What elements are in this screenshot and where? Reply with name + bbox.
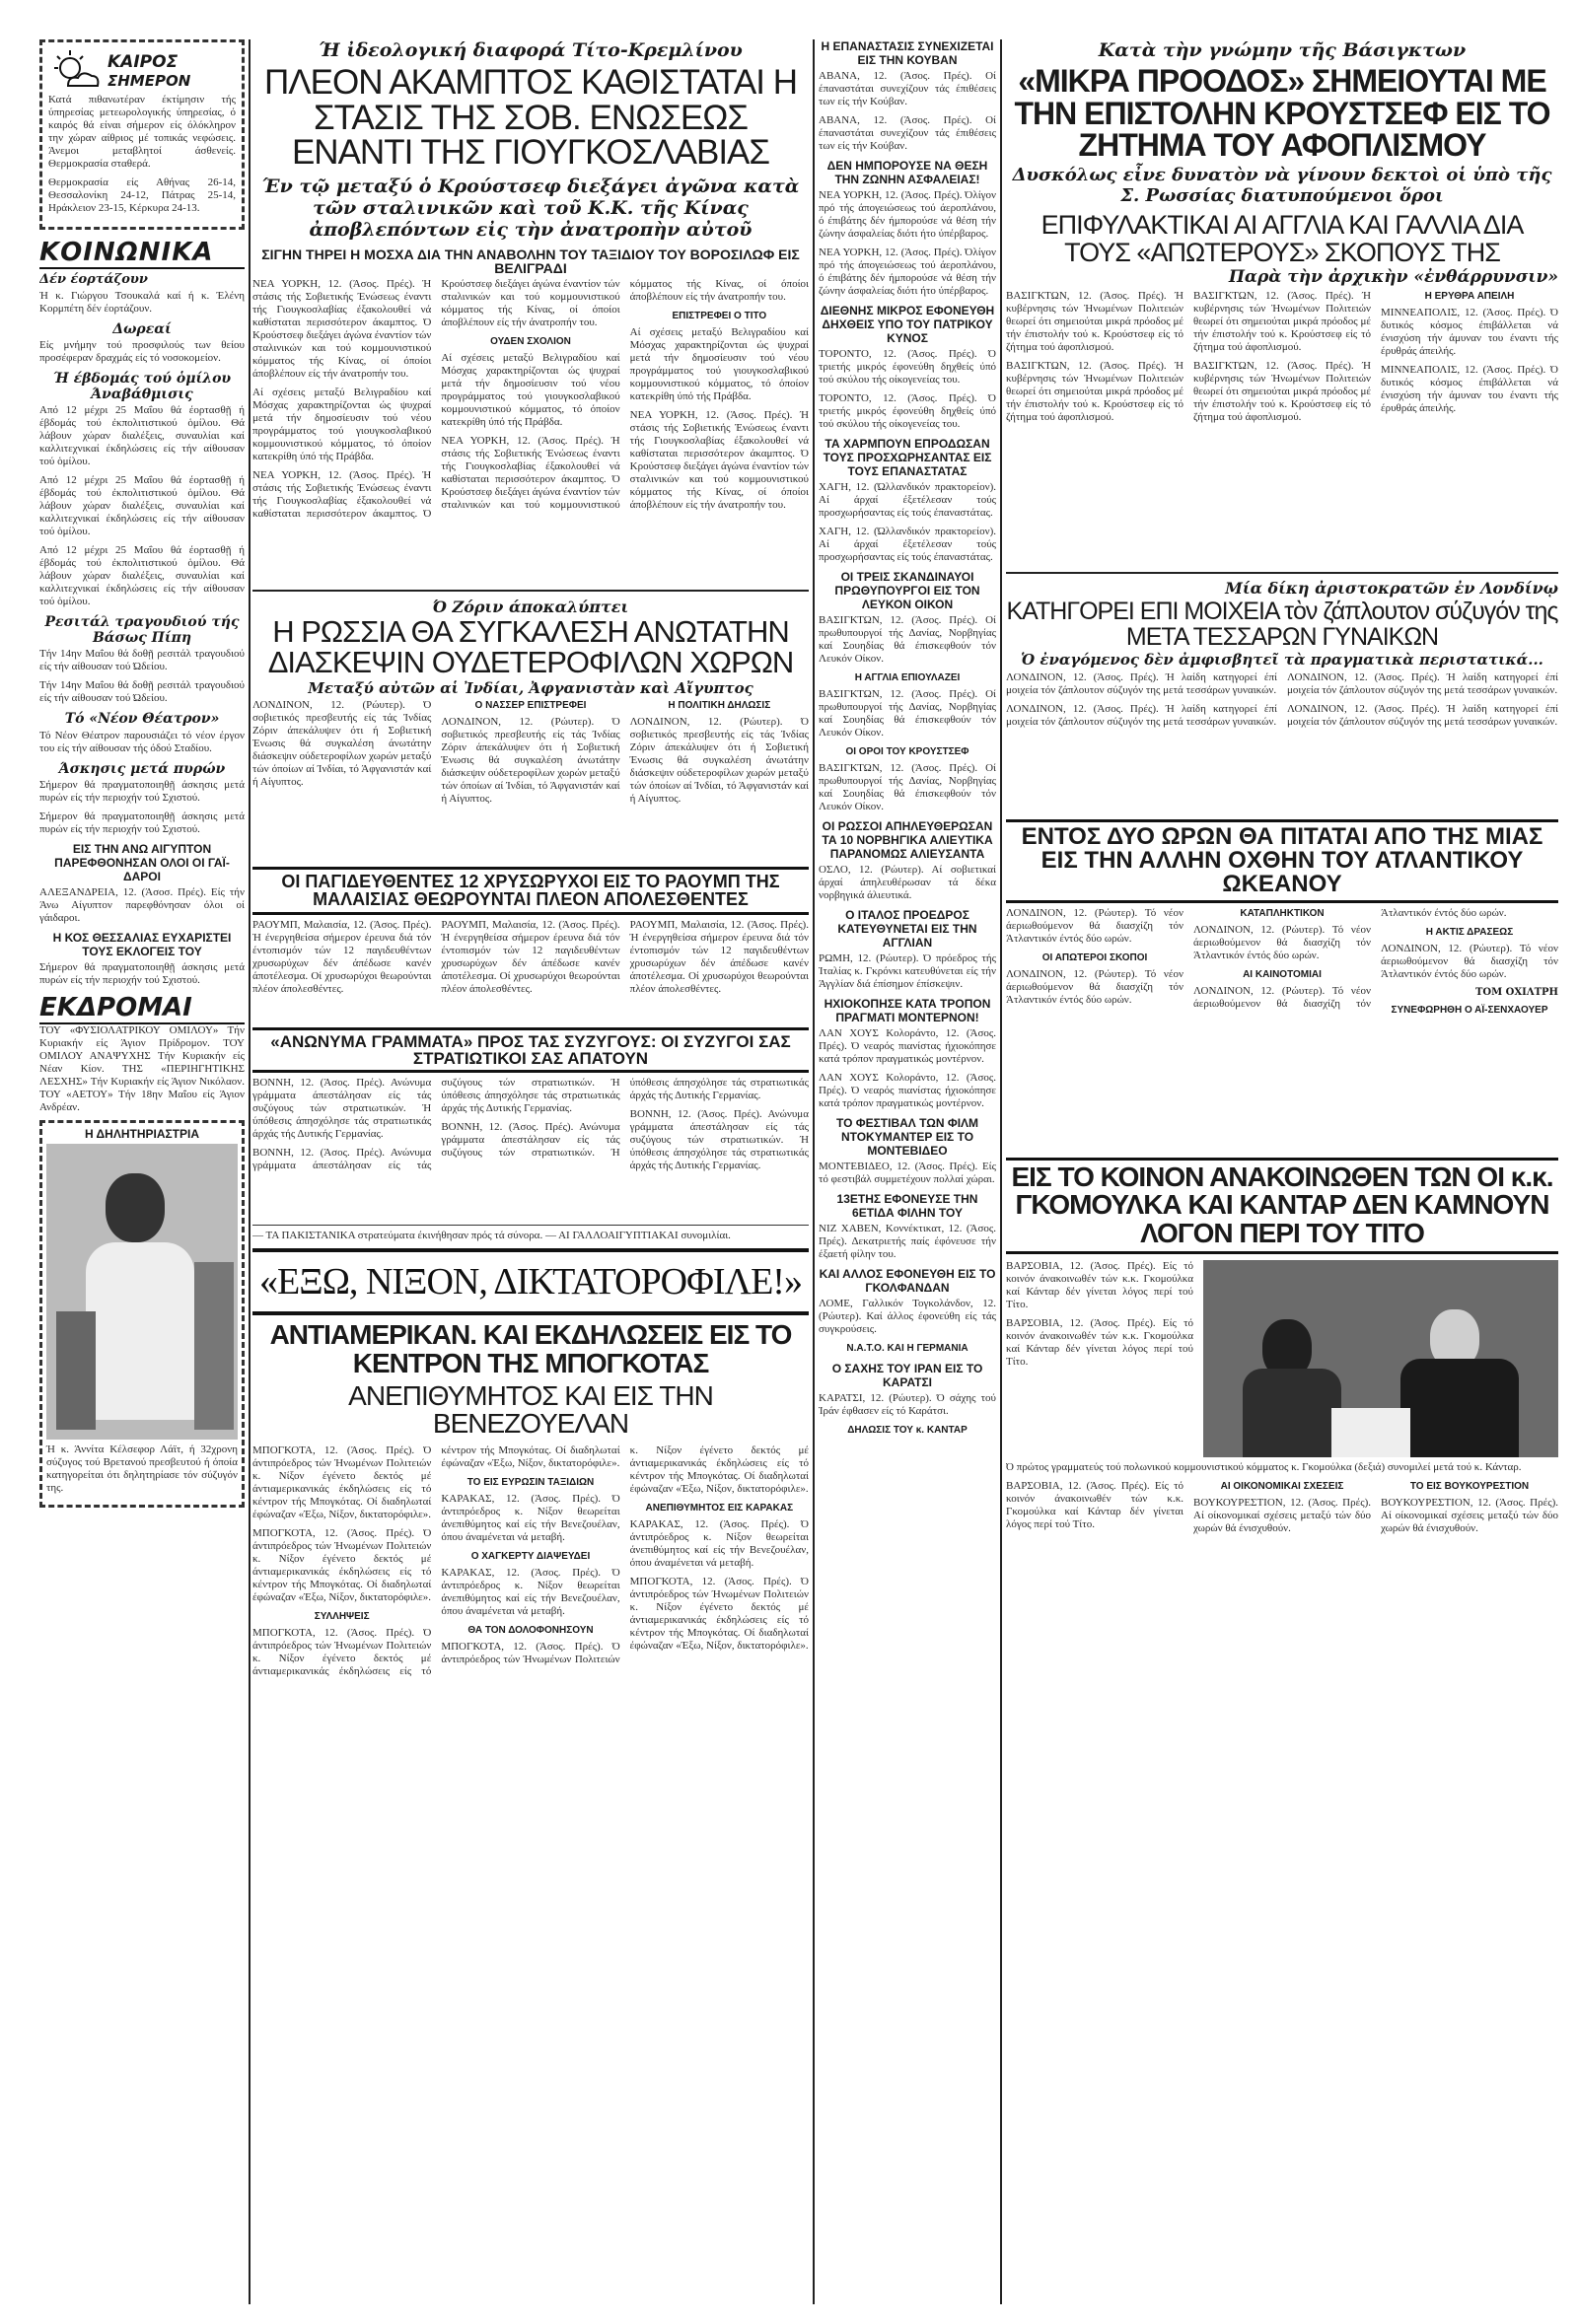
- disarm-body-1: ΒΑΣΙΓΚΤΩΝ, 12. (Άσος. Πρές). Ή κυβέρνησις τών Ήνωμένων Πολιτειών θεωρεί ότι σημειούται μικρά πρόοδος μέ τήν έπιστολήν τού κ. Κρούστσεφ είς τό ζήτημα τού άφοπλισμού.: [1006, 289, 1184, 353]
- column-rule-3: [1000, 39, 1002, 2304]
- zorin-body-3: ΛΟΝΔΙΝΟΝ, 12. (Ρώυτερ). Ό σοβιετικός πρεσβευτής είς τάς Ίνδίας Ζόριν άπεκάλυψεν ότι ή Σοβιετική Ένωσις θά συγκαλέση άνωτάτην διάσκεψιν ούδετεροφίλων χωρών μεταξύ τών όποίων αί Ίνδίαι, τό Άφγανιστάν καί ή Αίγυπτος.: [629, 716, 809, 806]
- disarm-body-5: ΜΙΝΝΕΑΠΟΛΙΣ, 12. (Άσος. Πρές). Ό δυτικός κόσμος έπιβάλλεται νά ένισχύση τήν άμυναν του έναντι τής έρυθράς άπειλής.: [1381, 306, 1558, 357]
- trial-body-4: ΛΟΝΔΙΝΟΝ, 12. (Άσος. Πρές). Ή λαίδη κατηγορεί έπί μοιχεία τόν ζάπλουτον σύζυγόν της μετά τεσσάρων γυναικών.: [1287, 702, 1558, 728]
- column-rule-1: [249, 39, 251, 2304]
- gomulka-photo-caption: Ό πρώτος γραμματεύς τού πολωνικού κομμουνιστικού κόμματος κ. Γκομούλκα (δεξιά) συνομιλεί μετά τού κ. Κάνταρ.: [1006, 1460, 1522, 1473]
- venezuela-headline: ΑΝΕΠΙΘΥΜΗΤΟΣ ΚΑΙ ΕΙΣ ΤΗΝ ΒΕΝΕΖΟΥΕΛΑΝ: [348, 1379, 713, 1440]
- theater-text: Τό Νέον Θέατρον παρουσιάζει τό νέον έργον του είς τήν αίθουσαν τής όδού Σταδίου.: [39, 729, 245, 754]
- caracas-label: ΑΝΕΠΙΘΥΜΗΤΟΣ ΕΙΣ ΚΑΡΑΚΑΣ: [645, 1502, 794, 1514]
- harboun-headline: ΤΑ ΧΑΡΜΠΟΥΝ ΕΠΡΟΔΩΣΑΝ ΤΟΥΣ ΠΡΟΣΧΩΡΗΣΑΝΤΑΣ ΕΙΣ ΤΟΥΣ ΕΠΑΝΑΣΤΑΤΑΣ: [823, 437, 992, 478]
- miners-body: [252, 919, 809, 1027]
- search-label: ΤΟ ΕΙΣ ΕΥΡΩΣΙΝ ΤΑΞΙΔΙΩΝ: [466, 1476, 595, 1488]
- recital-title: Ρεσιτάλ τραγουδιού τής Βάσως Πίπη: [44, 614, 240, 647]
- gomulka-area: [1006, 1260, 1558, 1457]
- kantar-label: ΔΗΛΩΣΙΣ ΤΟΥ κ. ΚΑΝΤΑΡ: [847, 1425, 968, 1436]
- nixon-body-4: ΚΑΡΑΚΑΣ, 12. (Άσος. Πρές). Ό άντιπρόεδρος κ. Νίξον θεωρείται άνεπιθύμητος καί είς τήν Βενεζουέλαν, όπου άναμένεται νά μεταβή.: [441, 1492, 620, 1543]
- zorin-headline: Η ΡΩΣΣΙΑ ΘΑ ΣΥΓΚΑΛΕΣΗ ΑΝΩΤΑΤΗΝ ΔΙΑΣΚΕΨΙΝ ΟΥΔΕΤΕΡΟΦΙΛΩΝ ΧΩΡΩΝ: [267, 613, 794, 680]
- trial-kicker: Μία δίκη ἀριστοκρατῶν ἐν Λονδίνῳ: [1225, 578, 1558, 598]
- cuba-body: ΑΒΑΝΑ, 12. (Άσος. Πρές). Οί έπαναστάται συνεχίζουν τάς έπιθέσεις των είς τήν Κούβαν.: [819, 70, 996, 107]
- zorin-body: [252, 699, 809, 867]
- scandinavian-body-2: ΒΑΣΙΓΚΤΩΝ, 12. (Άσος. Πρές). Οί πρωθυπουργοί τής Δανίας, Νορβηγίας καί Σουηδίας θά έπισκεφθούν τόν Λευκόν Οίκον.: [819, 688, 996, 739]
- no-comment-label: ΟΥΔΕΝ ΣΧΟΛΙΟΝ: [490, 335, 571, 347]
- column-left: [39, 39, 245, 2304]
- disarm-kicker-2: Παρὰ τὴν ἀρχικὴν «ἐνθάρρυνσιν»: [1228, 267, 1558, 288]
- gomulka-body-2: ΒΑΡΣΟΒΙΑ, 12. (Άσος. Πρές). Είς τό κοινόν άνακοινωθέν τών κ.κ. Γκομούλκα καί Κάνταρ δέν γίνεται λόγος περί τού Τίτο.: [1006, 1316, 1193, 1368]
- bucharest-label: ΤΟ ΕΙΣ ΒΟΥΚΟΥΡΕΣΤΙΟΝ: [1409, 1480, 1530, 1492]
- thess-text: Σήμερον θά πραγματοποιηθῇ άσκησις μετά πυρών είς τήν περιοχήν τού Σχιστού.: [39, 960, 245, 986]
- theater-title: Τό «Νέον Θέατρον»: [64, 711, 220, 728]
- nixon-body-3: ΜΠΟΓΚΟΤΑ, 12. (Άσος. Πρές). Ό άντιπρόεδρος τών Ήνωμένων Πολιτειών κ. Νίξον έγένετο δεκτός μέ άντιαμερικανικάς έκδηλώσεις είς τό κέντρον τής Μπογκότας. Οί διαδηλωταί έφώναζαν «Έξω, Νίξον, δικτατορόφιλε».: [252, 1444, 620, 1677]
- innovations-label: ΑΙ ΚΑΙΝΟΤΟΜΙΑΙ: [1243, 968, 1322, 980]
- weather-box: [39, 39, 245, 230]
- norway-body: ΟΣΛΟ, 12. (Ρώυτερ). Αί σοβιετικαί άρχαί άπηλευθέρωσαν τά δέκα νορβηγικά άλιευτικά.: [819, 864, 996, 901]
- yugo-body-2: Αί σχέσεις μεταξύ Βελιγραδίου καί Μόσχας χαρακτηρίζονται ώς ψυχραί μετά τήν δημοσίευσιν τού νέου προγράμματος τού γιουγκοσλαβικού κομμουνιστικού κόμματος, τό όποίον κατεκρίθη ύπό τής Πράβδα.: [252, 386, 432, 462]
- atlantic-body-2: ΛΟΝΔΙΝΟΝ, 12. (Ρώυτερ). Τό νέον άεριωθούμενον θά διασχίζη τόν Άτλαντικόν έντός δύο ωρών.: [1006, 967, 1184, 1006]
- miners-headline: ΟΙ ΠΑΓΙΔΕΥΘΕΝΤΕΣ 12 ΧΡΥΣΩΡΥΧΟΙ ΕΙΣ ΤΟ ΡΑΟΥΜΠ ΤΗΣ ΜΑΛΑΙΣΙΑΣ ΘΕΩΡΟΥΝΤΑΙ ΠΛΕΟΝ ΑΠΟΛΕΣΘΕΝΤΕΣ: [281, 872, 780, 910]
- letters-headline-box: [252, 1027, 809, 1074]
- yugo-body: [252, 278, 809, 584]
- yugo-body-7: ΝΕΑ ΥΟΡΚΗ, 12. (Άσος. Πρές). Ή στάσις τής Σοβιετικής Ένώσεως έναντι τής Γιουγκοσλαβίας έξακολουθεί νά καθίσταται περισσότερον άκαμπτος. Ό Κρούστσεφ διεξάγει άγώνα έναντίον τών σταλινικών και τού κομμουνιστικού κόμματος τής Κίνας, οί όποίοι άποβλέπουν είς τήν άνατροπήν του.: [629, 408, 809, 511]
- letters-body: [252, 1077, 809, 1225]
- gomulka-body-1: ΒΑΡΣΟΒΙΑ, 12. (Άσος. Πρές). Είς τό κοινόν άνακοινωθέν τών κ.κ. Γκομούλκα καί Κάνταρ δέν γίνεται λόγος περί τού Τίτο.: [1006, 1259, 1193, 1310]
- yugo-subdeck: ΣΙΓΗΝ ΤΗΡΕΙ Η ΜΟΣΧΑ ΔΙΑ ΤΗΝ ΑΝΑΒΟΛΗΝ ΤΟΥ ΤΑΞΙΔΙΟΥ ΤΟΥ ΒΟΡΟΣΙΛΩΦ ΕΙΣ ΒΕΛΙΓΡΑΔΙ: [261, 246, 800, 276]
- fire-text: Σήμερον θά πραγματοποιηθῇ άσκησις μετά πυρών είς τήν περιοχήν τού Σχιστού.: [39, 778, 245, 804]
- miners-headline-box: [252, 867, 809, 915]
- policy-label: Η ΠΟΛΙΤΙΚΗ ΔΗΛΩΣΙΣ: [668, 700, 771, 712]
- radius-label: Η ΑΚΤΙΣ ΔΡΑΣΕΩΣ: [1425, 926, 1514, 938]
- red-threat-label: Η ΕΡΥΘΡΑ ΑΠΕΙΛΗ: [1424, 290, 1515, 302]
- zorin-body-2: ΛΟΝΔΙΝΟΝ, 12. (Ρώυτερ). Ό σοβιετικός πρεσβευτής είς τάς Ίνδίας Ζόριν άπεκάλυψεν ότι ή Σοβιετική Ένωσις θά συγκαλέση άνωτάτην διάσκεψιν ούδετεροφίλων χωρών μεταξύ τών όποίων αί Ίνδίαι, τό Άφγανιστάν καί ή Αίγυπτος.: [441, 716, 620, 806]
- miners-body-1: ΡΑΟΥΜΠ, Μαλαισία, 12. (Άσος. Πρές). Ή ένεργηθείσα σήμερον έρευνα διά τόν έντοπισμόν τών 12 παγιδευθέντων χρυσωρύχων δέν άπέδωσε κανέν άποτέλεσμα. Οί χρυσωρύχοι θεωρούνται πλέον άπολεσθέντες.: [252, 918, 432, 995]
- economic-label: ΑΙ ΟΙΚΟΝΟΜΙΚΑΙ ΣΧΕΣΕΙΣ: [1220, 1480, 1344, 1492]
- thess-title: Η ΚΟΣ ΘΕΣΣΑΛΙΑΣ ΕΥΧΑΡΙΣΤΕΙ ΤΟΥΣ ΕΚΛΟΓΕΙΣ ΤΟΥ: [52, 930, 232, 958]
- trial-deck: Ὁ ἐναγόμενος δὲν ἀμφισβητεῖ τὰ πραγματικὰ περιστατικά...: [1021, 651, 1543, 669]
- scandinavian-body-3: ΒΑΣΙΓΚΤΩΝ, 12. (Άσος. Πρές). Οί πρωθυπουργοί τής Δανίας, Νορβηγίας καί Σουηδίας θά έπισκεφθούν τόν Λευκόν Οίκον.: [819, 762, 996, 812]
- festival-headline: ΤΟ ΦΕΣΤΙΒΑΛ ΤΩΝ ΦΙΛΜ ΝΤΟΚΥΜΑΝΤΕΡ ΕΙΣ ΤΟ ΜΟΝΤΕΒΙΔΕΟ: [835, 1116, 979, 1158]
- recital-text: Τήν 14ην Μαΐου θά δοθῇ ρεσιτάλ τραγουδιού είς τήν αίθουσαν τού Ώδείου.: [39, 648, 245, 673]
- week-title: Ή έβδομάς τού ὁμίλου Άναβάθμισις: [52, 371, 232, 403]
- zorin-kicker: Ό Ζόριν άποκαλύπτει: [432, 597, 629, 616]
- disarm-body-4: ΒΑΣΙΓΚΤΩΝ, 12. (Άσος. Πρές). Ή κυβέρνησις τών Ήνωμένων Πολιτειών θεωρεί ότι σημειούται μικρά πρόοδος μέ τήν έπιστολήν τού κ. Κρούστσεφ είς τό ζήτημα τού άφοπλισμού.: [1193, 359, 1371, 423]
- harboun-body-2: ΧΑΓΗ, 12. (Ώλλανδικόν πρακτορείον). Αί άρχαί έξετέλεσαν τούς προσχωρήσαντας είς τούς έπαναστάτας.: [819, 526, 996, 563]
- disarm-body-6: ΜΙΝΝΕΑΠΟΛΙΣ, 12. (Άσος. Πρές). Ό δυτικός κόσμος έπιβάλλεται νά ένισχύση τήν άμυναν του έναντι τής έρυθράς άπειλής.: [1381, 363, 1558, 414]
- weather-logo: [48, 48, 236, 94]
- gifts-title: Δωρεαί: [112, 321, 172, 337]
- weather-text: Κατά πιθανωτέραν έκτίμησιν τής ύπηρεσίας μετεωρολογικής ύπηρεσίας, ό καιρός θά είναι σήμερον είς όλόκληρον την χώραν αίθριος μέ τοπικάς νεφώσεις. Άνεμοι μεταβλητοί άσθενείς. Θερμοκρασία σταθερά.: [48, 94, 236, 170]
- letters-body-2: ΒΟΝΝΗ, 12. (Άσος. Πρές). Ανώνυμα γράμματα άπεστάλησαν είς τάς συζύγους τών στρατιωτικών. Ή ύπόθεσις άπησχόλησε τάς στρατιωτικάς άρχάς τής Δυτικής Γερμανίας.: [252, 1077, 620, 1172]
- gomulka-headline: ΕΙΣ ΤΟ ΚΟΙΝΟΝ ΑΝΑΚΟΙΝΩΘΕΝ ΤΩΝ ΟΙ κ.κ. ΓΚΟΜΟΥΛΚΑ ΚΑΙ ΚΑΝΤΑΡ ΔΕΝ ΚΑΜΝΟΥΝ ΛΟΓΟΝ ΠΕΡΙ ΤΟΥ ΤΙΤΟ: [1011, 1161, 1553, 1248]
- letters-body-1: ΒΟΝΝΗ, 12. (Άσος. Πρές). Ανώνυμα γράμματα άπεστάλησαν είς τάς συζύγους τών στρατιωτικών. Ή ύπόθεσις άπησχόλησε τάς στρατιωτικάς άρχάς τής Δυτικής Γερμανίας.: [252, 1077, 432, 1141]
- aims-label: ΟΙ ΑΠΩΤΕΡΟΙ ΣΚΟΠΟΙ: [1041, 951, 1148, 963]
- fire-title: Άσκησις μετά πυρών: [58, 760, 226, 777]
- nixon-body-6: ΜΠΟΓΚΟΤΑ, 12. (Άσος. Πρές). Ό άντιπρόεδρος τών Ήνωμένων Πολιτειών κ. Νίξον έγένετο δεκτός μέ άντιαμερικανικάς έκδηλώσεις είς τό κέντρον τής Μπογκότας. Οί διαδηλωταί έφώναζαν «Έξω, Νίξον, δικτατορόφιλε».: [441, 1444, 809, 1665]
- gomulka-lower: [1006, 1480, 1558, 1677]
- atlantic-body-3: ΛΟΝΔΙΝΟΝ, 12. (Ρώυτερ). Τό νέον άεριωθούμενον θά διασχίζη τόν Άτλαντικόν έντός δύο ωρών.: [1193, 923, 1371, 961]
- disarm-headline: «ΜΙΚΡΑ ΠΡΟΟΔΟΣ» ΣΗΜΕΙΟΥΤΑΙ ΜΕ ΤΗΝ ΕΠΙΣΤΟΛΗΝ ΚΡΟΥΣΤΣΕΦ ΕΙΣ ΤΟ ΖΗΤΗΜΑ ΤΟΥ ΑΦΟΠΛΙΣΜΟΥ: [1014, 63, 1550, 164]
- disarm-body: [1006, 290, 1558, 566]
- norway-headline: ΟΙ ΡΩΣΣΟΙ ΑΠΗΛΕΥΘΕΡΩΣΑΝ ΤΑ 10 ΝΟΡΒΗΓΙΚΑ ΑΛΙΕΥΤΙΚΑ ΠΑΡΑΝΟΜΩΣ ΑΛΙΕΥΣΑΝΤΑ: [822, 819, 993, 861]
- assassination-label: ΘΑ ΤΟΝ ΔΟΛΟΦΟΝΗΣΟΥΝ: [467, 1624, 594, 1636]
- poisoner-title: Η ΔΗΛΗΤΗΡΙΑΣΤΡΙΑ: [84, 1126, 200, 1141]
- yugo-headline: ΠΛΕΟΝ ΑΚΑΜΠΤΟΣ ΚΑΘΙΣΤΑΤΑΙ Η ΣΤΑΣΙΣ ΤΗΣ ΣΟΒ. ΕΝΩΣΕΩΣ ΕΝΑΝΤΙ ΤΗΣ ΓΙΟΥΓΚΟΣΛΑΒΙΑΣ: [263, 63, 797, 173]
- nato-label: Ν.Α.Τ.Ο. ΚΑΙ Η ΓΕΡΜΑΝΙΑ: [846, 1343, 968, 1354]
- letters-body-3: ΒΟΝΝΗ, 12. (Άσος. Πρές). Ανώνυμα γράμματα άπεστάλησαν είς τάς συζύγους τών στρατιωτικών. Ή ύπόθεσις άπησχόλησε τάς στρατιωτικάς άρχάς τής Δυτικής Γερμανίας.: [441, 1077, 809, 1160]
- week-text-2: Από 12 μέχρι 25 Μαΐου θά έορτασθῇ ή έβδομάς τού ἐκπολιτιστικού ὁμίλου. Θά λάβουν χώραν διαλέξεις, συναυλίαι καί καλλιτεχνικαί έκδηλώσεις είς τήν αίθουσαν τού ὁμίλου.: [39, 474, 245, 538]
- atlantic-body-5: ΛΟΝΔΙΝΟΝ, 12. (Ρώυτερ). Τό νέον άεριωθούμενον θά διασχίζη τόν Άτλαντικόν έντός δύο ωρών.: [1381, 942, 1558, 980]
- yugo-body-4: Αί σχέσεις μεταξύ Βελιγραδίου καί Μόσχας χαρακτηρίζονται ώς ψυχραί μετά τήν δημοσίευσιν τού νέου προγράμματος τού γιουγκοσλαβικού κομμουνιστικού κόμματος, τό όποίον κατεκρίθη ύπό τής Πράβδα.: [441, 351, 620, 428]
- zorin-deck: Μεταξύ αὐτῶν αἱ Ἰνδίαι, Ἀφγανιστὰν καὶ Αἴγυπτος: [308, 678, 753, 697]
- shah-body: ΚΑΡΑΤΣΙ, 12. (Ρώυτερ). Ό σάχης τού Ίράν έφθασεν είς τό Καράτσι.: [819, 1392, 996, 1417]
- yugo-body-5: ΝΕΑ ΥΟΡΚΗ, 12. (Άσος. Πρές). Ή στάσις τής Σοβιετικής Ένώσεως έναντι τής Γιουγκοσλαβίας έξακολουθεί νά καθίσταται περισσότερον άκαμπτος. Ό Κρούστσεφ διεξάγει άγώνα έναντίον τών σταλινικών και τού κομμουνιστικού κόμματος τής Κίνας, οί όποίοι άποβλέπουν είς τήν άνατροπήν του.: [441, 277, 809, 511]
- column-rule-2: [813, 39, 815, 2304]
- zorin-body-1: ΛΟΝΔΙΝΟΝ, 12. (Ρώυτερ). Ό σοβιετικός πρεσβευτής είς τάς Ίνδίας Ζόριν άπεκάλυψεν ότι ή Σοβιετική Ένωσις θά συγκαλέση άνωτάτην διάσκεψιν ούδετεροφίλων χωρών μεταξύ τών όποίων αί Ίνδίαι, τό Άφγανιστάν καί ή Αίγυπτος.: [252, 699, 432, 789]
- trial-body: [1006, 671, 1558, 819]
- egypt-title: ΕΙΣ ΤΗΝ ΑΝΩ ΑΙΓΥΠΤΟΝ ΠΑΡΕΦΘΟΝΗΣΑΝ ΟΛΟΙ ΟΙ ΓΑΪ-ΔΑΡΟΙ: [54, 841, 230, 883]
- weather-title: ΚΑΙΡΟΣ: [108, 52, 179, 72]
- column-center-right: [819, 39, 996, 2304]
- trial-body-3: ΛΟΝΔΙΝΟΝ, 12. (Άσος. Πρές). Ή λαίδη κατηγορεί έπί μοιχεία τόν ζάπλουτον σύζυγόν της μετά τεσσάρων γυναικών.: [1287, 670, 1558, 696]
- nixon-body-7: ΚΑΡΑΚΑΣ, 12. (Άσος. Πρές). Ό άντιπρόεδρος κ. Νίξον θεωρείται άνεπιθύμητος καί είς τήν Βενεζουέλαν, όπου άναμένεται νά μεταβή.: [629, 1517, 809, 1569]
- yugo-body-6: Αί σχέσεις μεταξύ Βελιγραδίου καί Μόσχας χαρακτηρίζονται ώς ψυχραί μετά τήν δημοσίευσιν τού νέου προγράμματος τού γιουγκοσλαβικού κομμουνιστικού κόμματος, τό όποίον κατεκρίθη ύπό τής Πράβδα.: [629, 325, 809, 402]
- nixon-body-5: ΚΑΡΑΚΑΣ, 12. (Άσος. Πρές). Ό άντιπρόεδρος κ. Νίξον θεωρείται άνεπιθύμητος καί είς τήν Βενεζουέλαν, όπου άναμένεται νά μεταβή.: [441, 1566, 620, 1617]
- egypt-text: ΑΛΕΞΑΝΔΡΕΙΑ, 12. (Άσοσ. Πρές). Είς τήν Άνω Αίγυπτον παρεφθόνησαν όλοι οί γάιδαροι.: [39, 885, 245, 924]
- scandinavian-headline: ΟΙ ΤΡΕΙΣ ΣΚΑΝΔΙΝΑΥΟΙ ΠΡΩΘΥΠΟΥΡΓΟΙ ΕΙΣ ΤΟΝ ΛΕΥΚΟΝ ΟΙΚΟΝ: [834, 570, 980, 611]
- byline: ΤΟΜ ΟΧΙΛΤΡΗ: [1474, 986, 1558, 998]
- atlantic-body-4: ΛΟΝΔΙΝΟΝ, 12. (Ρώυτερ). Τό νέον άεριωθούμενον θά διασχίζη τόν Άτλαντικόν έντός δύο ωρών.: [1193, 906, 1507, 1010]
- trial-body-1: ΛΟΝΔΙΝΟΝ, 12. (Άσος. Πρές). Ή λαίδη κατηγορεί έπί μοιχεία τόν ζάπλουτον σύζυγόν της μετά τεσσάρων γυναικών.: [1006, 670, 1277, 696]
- letters-body-4: ΒΟΝΝΗ, 12. (Άσος. Πρές). Ανώνυμα γράμματα άπεστάλησαν είς τάς συζύγους τών στρατιωτικών. Ή ύπόθεσις άπησχόλησε τάς στρατιωτικάς άρχάς τής Δυτικής Γερμανίας.: [629, 1108, 809, 1172]
- column-right: [1006, 39, 1558, 2304]
- yugo-deck: Έν τῷ μεταξύ ὁ Κρούστσεφ διεξάγει ἀγῶνα κατὰ τῶν σταλινικῶν καὶ τοῦ Κ.Κ. τῆς Κίνας ἀποβλεπόντων εἰς τὴν ἀνατροπὴν αὐτοῦ: [261, 176, 800, 241]
- yugo-kicker: Ή ἰδεολογική διαφορά Τίτο-Κρεμλίνου: [319, 39, 743, 61]
- seatbelt-headline: ΔΕΝ ΗΜΠΟΡΟΥΣΕ ΝΑ ΘΕΣΗ ΤΗΝ ΖΩΝΗΝ ΑΣΦΑΛΕΙΑΣ!: [826, 159, 988, 186]
- letters-headline: «ΑΝΩΝΥΜΑ ΓΡΑΜΜΑΤΑ» ΠΡΟΣ ΤΑΣ ΣΥΖΥΓΟΥΣ: ΟΙ ΣΥΖΥΓΟΙ ΣΑΣ ΣΤΡΑΤΙΩΤΙΚΟΙ ΣΑΣ ΑΠΑΤΟΥΝ: [270, 1031, 791, 1069]
- festival-body: ΜΟΝΤΕΒΙΔΕΟ, 12. (Άσος. Πρές). Είς τό φεστιβάλ συμμετέχουν πολλαί χώραι.: [819, 1161, 996, 1185]
- social-subtitle: Δέν έορτάζουν: [39, 272, 148, 287]
- seatbelt-body-2: ΝΕΑ ΥΟΡΚΗ, 12. (Άσος. Πρές). Όλίγον πρό τής άπογειώσεως τού άεροπλάνου, ό έπιβάτης δέν ήμπορούσε νά θέση τήν ζώνην άσφαλείας διότι ήτο ύπέρβαρος.: [819, 246, 996, 297]
- yugo-body-1: ΝΕΑ ΥΟΡΚΗ, 12. (Άσος. Πρές). Ή στάσις τής Σοβιετικής Ένώσεως έναντι τής Γιουγκοσλαβίας έξακολουθεί νά καθίσταται περισσότερον άκαμπτος. Ό Κρούστσεφ διεξάγει άγώνα έναντίον τών σταλινικών και τού κομμουνιστικού κόμματος τής Κίνας, οί όποίοι άποβλέπουν είς τήν άνατροπήν του.: [252, 277, 432, 380]
- gomulka-body-5: ΒΟΥΚΟΥΡΕΣΤΙΟΝ, 12. (Άσος. Πρές). Αί οίκονομικαί σχέσεις μεταξύ τών δύο χωρών θά ένισχυθούν.: [1381, 1496, 1558, 1534]
- atlantic-headline: ΕΝΤΟΣ ΔΥΟ ΩΡΩΝ ΘΑ ΠΙΤΑΤΑΙ ΑΠΟ ΤΗΣ ΜΙΑΣ ΕΙΣ ΤΗΝ ΑΛΛΗΝ ΟΧΘΗΝ ΤΟΥ ΑΤΛΑΝΤΙΚΟΥ ΩΚΕΑΝΟΥ: [1021, 822, 1543, 898]
- atlantic-headline-box: [1006, 819, 1558, 903]
- gomulka-headline-box: [1006, 1158, 1558, 1254]
- bogota-headline: ΑΝΤΙΑΜΕΡΙΚΑΝ. ΚΑΙ ΕΚΔΗΛΩΣΕΙΣ ΕΙΣ ΤΟ ΚΕΝΤΡΟΝ ΤΗΣ ΜΠΟΓΚΟΤΑΣ: [269, 1319, 792, 1378]
- modern-body: ΛΑΝ ΧΟΥΣ Κολοράντο, 12. (Άσος. Πρές). Ό νεαρός πιανίστας ήχιοκόπησε κατά τρόπον πραγματικώς μοντέρνον.: [819, 1027, 996, 1065]
- gomulka-photo: [1203, 1260, 1558, 1457]
- modern-body-2: ΛΑΝ ΧΟΥΣ Κολοράντο, 12. (Άσος. Πρές). Ό νεαρός πιανίστας ήχιοκόπησε κατά τρόπον πραγματικώς μοντέρνον.: [819, 1072, 996, 1109]
- nasser-label: Ο ΝΑΣΣΕΡ ΕΠΙΣΤΡΕΦΕΙ: [474, 700, 587, 712]
- terms-label: ΟΙ ΟΡΟΙ ΤΟΥ ΚΡΟΥΣΤΣΕΦ: [845, 746, 969, 757]
- shah-headline: Ο ΣΑΧΗΣ ΤΟΥ ΙΡΑΝ ΕΙΣ ΤΟ ΚΑΡΑΤΣΙ: [831, 1362, 983, 1389]
- disarm-kicker: Κατὰ τὴν γνώμην τῆς Βάσιγκτων: [1098, 39, 1467, 61]
- cuba-headline: Η ΕΠΑΝΑΣΤΑΣΙΣ ΣΥΝΕΧΙΖΕΤΑΙ ΕΙΣ ΤΗΝ ΚΟΥΒΑΝ: [821, 39, 994, 67]
- dog-headline: ΔΙΕΘΝΗΣ ΜΙΚΡΟΣ ΕΦΟΝΕΥΘΗ ΔΗΧΘΕΙΣ ΥΠΟ ΤΟΥ ΠΑΤΡΙΚΟΥ ΚΥΝΟΣ: [820, 304, 995, 345]
- amazing-label: ΚΑΤΑΠΛΗΚΤΙΚΟΝ: [1240, 907, 1325, 919]
- nixon-body-8: ΜΠΟΓΚΟΤΑ, 12. (Άσος. Πρές). Ό άντιπρόεδρος τών Ήνωμένων Πολιτειών κ. Νίξον έγένετο δεκτός μέ άντιαμερικανικάς έκδηλώσεις είς τό κέντρον τής Μπογκότας. Οί διαδηλωταί έφώναζαν «Έξω, Νίξον, δικτατορόφιλε».: [629, 1575, 809, 1652]
- social-text: Ή κ. Γιώργου Τσουκαλά καί ή κ. Έλένη Κορμπέτη δέν έορτάζουν.: [39, 290, 245, 315]
- england-label: Η ΑΓΓΛΙΑ ΕΠΙΟΥΛΑΖΕΙ: [854, 672, 961, 683]
- rule: [1006, 572, 1558, 574]
- gifts-text: Είς μνήμην τού προσφιλούς των θείου προσέφεραν δραχμάς είς τό νοσοκομείον.: [39, 339, 245, 365]
- trial-body-2: ΛΟΝΔΙΝΟΝ, 12. (Άσος. Πρές). Ή λαίδη κατηγορεί έπί μοιχεία τόν ζάπλουτον σύζυγόν της μετά τεσσάρων γυναικών.: [1006, 702, 1277, 728]
- sun-cloud-icon: [48, 48, 102, 94]
- disarm-body-2: ΒΑΣΙΓΚΤΩΝ, 12. (Άσος. Πρές). Ή κυβέρνησις τών Ήνωμένων Πολιτειών θεωρεί ότι σημειούται μικρά πρόοδος μέ τήν έπιστολήν τού κ. Κρούστσεφ είς τό ζήτημα τού άφοπλισμού.: [1006, 359, 1184, 423]
- miners-body-2: ΡΑΟΥΜΠ, Μαλαισία, 12. (Άσος. Πρές). Ή ένεργηθείσα σήμερον έρευνα διά τόν έντοπισμόν τών 12 παγιδευθέντων χρυσωρύχων δέν άπέδωσε κανέν άποτέλεσμα. Οί χρυσωρύχοι θεωρούνται πλέον άπολεσθέντες.: [441, 918, 620, 995]
- yugo-body-3: ΝΕΑ ΥΟΡΚΗ, 12. (Άσος. Πρές). Ή στάσις τής Σοβιετικής Ένώσεως έναντι τής Γιουγκοσλαβίας έξακολουθεί νά καθίσταται περισσότερον άκαμπτος. Ό Κρούστσεφ διεξάγει άγώνα έναντίον τών σταλινικών και τού κομμουνιστικού κόμματος τής Κίνας, οί όποίοι άποβλέπουν είς τήν άνατροπήν του.: [252, 277, 620, 520]
- teen-headline: 13ΕΤΗΣ ΕΦΟΝΕΥΣΕ ΤΗΝ 6ΕΤΙΔΑ ΦΙΛΗΝ ΤΟΥ: [836, 1192, 978, 1220]
- gomulka-text-col: [1006, 1260, 1193, 1457]
- fire-text-2: Σήμερον θά πραγματοποιηθῇ άσκησις μετά πυρών είς τήν περιοχήν τού Σχιστού.: [39, 810, 245, 835]
- tito-returns-label: ΕΠΙΣΤΡΕΦΕΙ Ο ΤΙΤΟ: [672, 310, 767, 321]
- nixon-body-2: ΜΠΟΓΚΟΤΑ, 12. (Άσος. Πρές). Ό άντιπρόεδρος τών Ήνωμένων Πολιτειών κ. Νίξον έγένετο δεκτός μέ άντιαμερικανικάς έκδηλώσεις είς τό κέντρον τής Μπογκότας. Οί διαδηλωταί έφώναζαν «Έξω, Νίξον, δικτατορόφιλε».: [252, 1526, 432, 1603]
- nixon-banner: «ΕΞΩ, ΝΙΞΟΝ, ΔΙΚΤΑΤΟΡΟΦΙΛΕ!»: [252, 1248, 809, 1315]
- teen-body: ΝΙΖ ΧΑΒΕΝ, Κοννέκτικατ, 12. (Άσος. Πρές). Δεκατριετής παίς έφόνευσε τήν έξαετή φίλην του.: [819, 1223, 996, 1260]
- hagerty-label: Ο ΧΑΓΚΕΡΤΥ ΔΙΑΨΕΥΔΕΙ: [470, 1550, 591, 1562]
- atlantic-body: [1006, 907, 1558, 1154]
- weather-filler: Θερμοκρασία είς Αθήνας 26-14, Θεσσαλονίκη 24-12, Πάτρας 25-14, Ηράκλειον 23-15, Κέρκυρα 24-13.: [48, 176, 236, 214]
- excursions-text: ΤΟΥ «ΦΥΣΙΟΛΑΤΡΙΚΟΥ ΟΜΙΛΟΥ» Τήν Κυριακήν είς Άγιον Πρίδρομον. ΤΟΥ ΟΜΙΛΟΥ ΑΝΑΨΥΧΗΣ Τήν Κυριακήν είς Νέαν Κίον. ΤΗΣ «ΠΕΡΙΗΓΗΤΙΚΗΣ ΛΕΣΧΗΣ» Τήν Κυριακήν είς Άγιον Νικόλαον. ΤΟΥ «ΑΕΤΟΥ» Τήν 18ην Μαΐου είς Άγιον Ανδρέαν.: [39, 1023, 245, 1113]
- poisoner-box: [39, 1120, 245, 1508]
- italian-body: ΡΩΜΗ, 12. (Ρώυτερ). Ό πρόεδρος τής Ίταλίας κ. Γκρόνκι κατευθύνεται είς τήν Άγγλίαν διά έπίσημον έπίσκεψιν.: [819, 952, 996, 990]
- rule: [252, 590, 809, 592]
- column-center-left: [252, 39, 809, 2304]
- excursions-title: ΕΚΔΡΟΜΑΙ: [39, 993, 245, 1024]
- gomulka-body-3: ΒΑΡΣΟΒΙΑ, 12. (Άσος. Πρές). Είς τό κοινόν άνακοινωθέν τών κ.κ. Γκομούλκα καί Κάνταρ δέν γίνεται λόγος περί τού Τίτο.: [1006, 1479, 1184, 1530]
- eisenhower-label: ΣΥΝΕΦΩΡΗΘΗ Ο ΑΪ-ΣΕΝΧΑΟΥΕΡ: [1391, 1004, 1548, 1016]
- seatbelt-body: ΝΕΑ ΥΟΡΚΗ, 12. (Άσος. Πρές). Όλίγον πρό τής άπογειώσεως τού άεροπλάνου, ό έπιβάτης δέν ήμπορούσε νά θέση τήν ζώνην άσφαλείας διότι ήτο ύπέρβαρος.: [819, 189, 996, 240]
- disarm-body-3: ΒΑΣΙΓΚΤΩΝ, 12. (Άσος. Πρές). Ή κυβέρνησις τών Ήνωμένων Πολιτειών θεωρεί ότι σημειούται μικρά πρόοδος μέ τήν έπιστολήν τού κ. Κρούστσεφ είς τό ζήτημα τού άφοπλισμού.: [1193, 289, 1371, 353]
- gomulka-body-4: ΒΟΥΚΟΥΡΕΣΤΙΟΝ, 12. (Άσος. Πρές). Αί οίκονομικαί σχέσεις μεταξύ τών δύο χωρών θά ένισχυθούν.: [1193, 1496, 1371, 1534]
- harboun-body: ΧΑΓΗ, 12. (Ώλλανδικόν πρακτορείον). Αί άρχαί έξετέλεσαν τούς προσχωρήσαντας είς τούς έπαναστάτας.: [819, 481, 996, 519]
- togoland-headline: ΚΑΙ ΑΛΛΟΣ ΕΦΟΝΕΥΘΗ ΕΙΣ ΤΟ ΓΚΟΛΦΑΝΔΑΝ: [819, 1267, 996, 1295]
- briefs: — ΤΑ ΠΑΚΙΣΤΑΝΙΚΑ στρατεύματα έκινήθησαν πρός τά σύνορα. — ΑΙ ΓΑΛΛΟΑΙΓΥΠΤΙΑΚΑΙ συνομιλίαι.: [252, 1225, 809, 1242]
- nixon-body: [252, 1444, 809, 1799]
- nixon-body-1: ΜΠΟΓΚΟΤΑ, 12. (Άσος. Πρές). Ό άντιπρόεδρος τών Ήνωμένων Πολιτειών κ. Νίξον έγένετο δεκτός μέ άντιαμερικανικάς έκδηλώσεις είς τό κέντρον τής Μπογκότας. Οί διαδηλωταί έφώναζαν «Έξω, Νίξον, δικτατορόφιλε».: [252, 1444, 432, 1520]
- modern-headline: ΗΧΙΟΚΟΠΗΣΕ ΚΑΤΑ ΤΡΟΠΟΝ ΠΡΑΓΜΑΤΙ ΜΟΝΤΕΡΝΟΝ!: [824, 997, 991, 1024]
- poisoner-caption: Ή κ. Άννίτα Κέλσεφορ Λάϊτ, ή 32χρονη σύζυγος τού Βρετανού πρεσβευτού ή όποία κατηγορείται ότι δηλητηρίασε τόν σύζυγόν της.: [46, 1443, 238, 1494]
- social-title: ΚΟΙΝΩΝΙΚΑ: [39, 238, 245, 269]
- italian-headline: Ο ΙΤΑΛΟΣ ΠΡΟΕΔΡΟΣ ΚΑΤΕΥΘΥΝΕΤΑΙ ΕΙΣ ΤΗΝ ΑΓΓΛΙΑΝ: [837, 908, 977, 950]
- trial-headline: ΚΑΤΗΓΟΡΕΙ ΕΠΙ ΜΟΙΧΕΙΑ τὸν ζάπλουτον σύζυγόν της ΜΕΤΑ ΤΕΣΣΑΡΩΝ ΓΥΝΑΙΚΩΝ: [1006, 598, 1558, 651]
- recital-text-2: Τήν 14ην Μαΐου θά δοθῇ ρεσιτάλ τραγουδιού είς τήν αίθουσαν τού Ώδείου.: [39, 679, 245, 705]
- cuba-body-2: ΑΒΑΝΑ, 12. (Άσος. Πρές). Οί έπαναστάται συνεχίζουν τάς έπιθέσεις των είς τήν Κούβαν.: [819, 114, 996, 152]
- disarm-deck: Δυσκόλως εἶνε δυνατὸν νὰ γίνουν δεκτοὶ οἱ ὑπὸ τῆς Σ. Ρωσσίας διατυπούμενοι ὅροι: [1012, 164, 1552, 206]
- togoland-body: ΛΟΜΕ, Γαλλικόν Τογκολάνδον, 12. (Ρώυτερ). Καί άλλος έφονεύθη είς τάς συγκρούσεις.: [819, 1298, 996, 1335]
- scandinavian-body: ΒΑΣΙΓΚΤΩΝ, 12. (Άσος. Πρές). Οί πρωθυπουργοί τής Δανίας, Νορβηγίας καί Σουηδίας θά έπισκεφθούν τόν Λευκόν Οίκον.: [819, 614, 996, 665]
- poisoner-photo: [46, 1144, 238, 1440]
- dog-body-2: ΤΟΡΟΝΤΟ, 12. (Άσος. Πρές). Ό τριετής μικρός έφονεύθη δηχθείς ύπό τού σκύλου τής οίκογενείας του.: [819, 392, 996, 430]
- week-text: Από 12 μέχρι 25 Μαΐου θά έορτασθῇ ή έβδομάς τού ἐκπολιτιστικού ὁμίλου. Θά λάβουν χώραν διαλέξεις, συναυλίαι καί καλλιτεχνικαί έκδηλώσεις είς τήν αίθουσαν τού ὁμίλου.: [39, 404, 245, 468]
- atlantic-body-1: ΛΟΝΔΙΝΟΝ, 12. (Ρώυτερ). Τό νέον άεριωθούμενον θά διασχίζη τόν Άτλαντικόν έντός δύο ωρών.: [1006, 906, 1184, 945]
- miners-body-3: ΡΑΟΥΜΠ, Μαλαισία, 12. (Άσος. Πρές). Ή ένεργηθείσα σήμερον έρευνα διά τόν έντοπισμόν τών 12 παγιδευθέντων χρυσωρύχων δέν άπέδωσε κανέν άποτέλεσμα. Οί χρυσωρύχοι θεωρούνται πλέον άπολεσθέντες.: [629, 918, 809, 995]
- week-text-3: Από 12 μέχρι 25 Μαΐου θά έορτασθῇ ή έβδομάς τού ἐκπολιτιστικού ὁμίλου. Θά λάβουν χώραν διαλέξεις, συναυλίαι καί καλλιτεχνικαί έκδηλώσεις είς τήν αίθουσαν τού ὁμίλου.: [39, 544, 245, 608]
- weather-subtitle: ΣΗΜΕΡΟΝ: [108, 72, 191, 90]
- disarm-subhead: ΕΠΙΦΥΛΑΚΤΙΚΑΙ ΑΙ ΑΓΓΛΙΑ ΚΑΙ ΓΑΛΛΙΑ ΔΙΑ ΤΟΥΣ «ΑΠΩΤΕΡΟΥΣ» ΣΚΟΠΟΥΣ ΤΗΣ: [1040, 210, 1524, 267]
- arrests-label: ΣΥΛΛΗΨΕΙΣ: [314, 1610, 370, 1622]
- dog-body: ΤΟΡΟΝΤΟ, 12. (Άσος. Πρές). Ό τριετής μικρός έφονεύθη δηχθείς ύπό τού σκύλου τής οίκογενείας του.: [819, 348, 996, 386]
